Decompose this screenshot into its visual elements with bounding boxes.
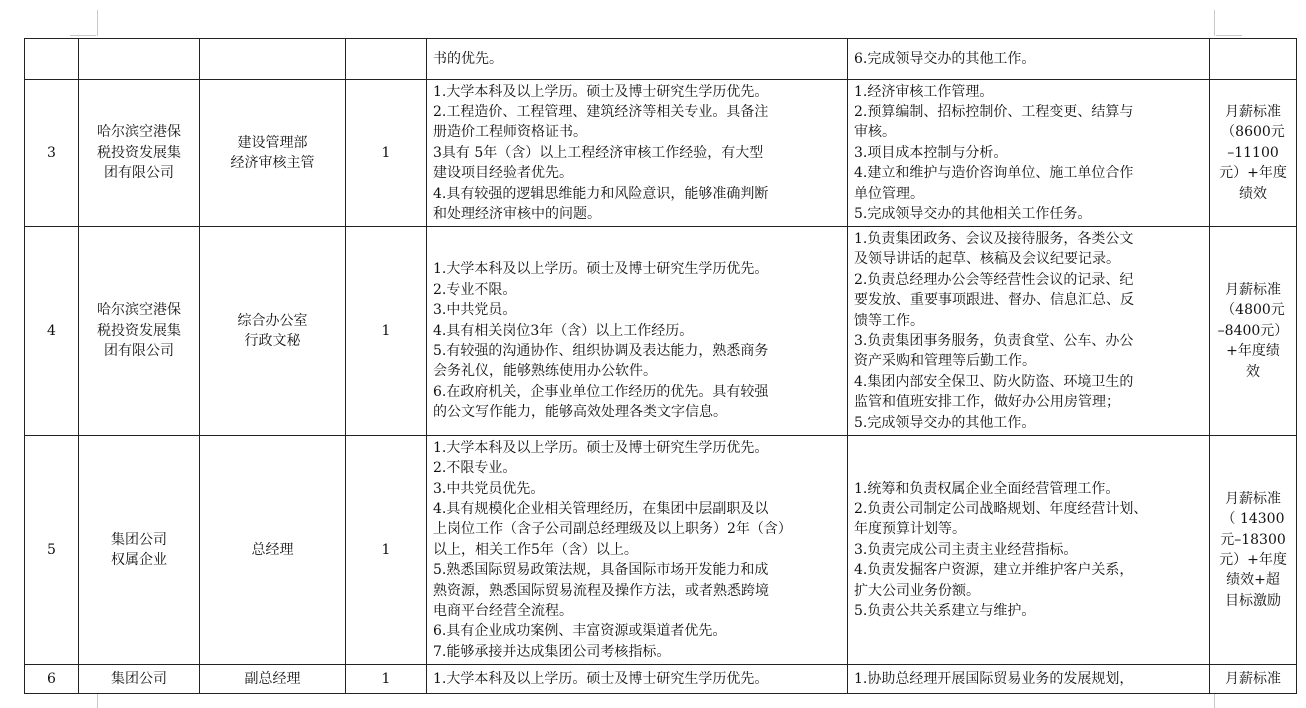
headcount-cell: 1 (346, 227, 427, 436)
company-cell (79, 665, 200, 694)
requirement-line: 5.有较强的沟通协作、组织协调及表达能力，熟悉商务 (433, 343, 769, 359)
requirement-line: 3具有 5年（含）以上工程经济审核工作经验，有大型 (433, 144, 764, 161)
duty-line: 3.负责完成公司主责主业经营指标。 (854, 541, 1078, 558)
salary-line: （ 14300 (1221, 511, 1285, 528)
requirement-line: 2.工程造价、工程管理、建筑经济等相关专业。具备注 (433, 103, 769, 120)
requirement-line: 6.在政府机关，企事业单位工作经历的优先。具有较强 (433, 383, 769, 400)
salary-cell (1210, 80, 1297, 227)
crop-mark (97, 10, 98, 36)
table-row (25, 665, 1297, 694)
duty-line: 1.负责集团政务、会议及接待服务，各类公文 (854, 230, 1134, 247)
requirements-cell (427, 80, 848, 227)
table-row (25, 436, 1297, 665)
duty-line: 年度预算计划等。 (854, 521, 966, 538)
salary-cell (1210, 436, 1297, 665)
crop-mark (97, 694, 98, 708)
company-line: 团有限公司 (104, 165, 174, 182)
company-cell (79, 80, 200, 227)
salary-line: 元）+年度 (1219, 552, 1287, 568)
position-line: 总经理 (251, 541, 294, 558)
requirement-line: 3.中共党员优先。 (433, 480, 545, 497)
company-cell (79, 436, 200, 665)
requirement-line: 册造价工程师资格证书。 (433, 124, 587, 141)
headcount-cell: 1 (346, 436, 427, 665)
requirement-line: 上岗位工作（含子公司副总经理级及以上职务）2年（含） (433, 521, 792, 538)
requirement-line: 以上，相关工作5年（含）以上。 (433, 541, 638, 558)
company-line: 税投资发展集 (97, 144, 181, 161)
requirement-line: 5.熟悉国际贸易政策法规，具备国际市场开发能力和成 (433, 562, 769, 579)
position-cell (200, 436, 346, 665)
duty-line: 5.完成领导交办的其他工作。 (854, 414, 1036, 431)
requirement-line: 4.具有较强的逻辑思维能力和风险意识，能够准确判断 (433, 185, 769, 202)
requirements-cell (427, 39, 848, 80)
salary-line: 月薪标准 (1225, 490, 1281, 507)
position-line: 综合办公室 (237, 312, 308, 329)
duty-line: 3.负责集团事务服务，负责食堂、公车、办公 (854, 333, 1134, 349)
salary-line: （8600元 (1221, 124, 1285, 141)
salary-line: 元–18300 (1220, 531, 1286, 548)
salary-line: 月薪标准 (1225, 281, 1281, 298)
duties-cell (848, 665, 1210, 694)
salary-cell (1210, 665, 1297, 694)
requirements-cell (427, 227, 848, 436)
duty-line: 及领导讲话的起草、核稿及会议纪要记录。 (854, 251, 1120, 268)
position-cell (200, 80, 346, 227)
salary-line: 绩效 (1239, 185, 1267, 202)
row-number: 4 (25, 227, 79, 436)
position-line: 经济审核主管 (230, 155, 315, 171)
duties-cell (848, 80, 1210, 227)
table-row (25, 227, 1297, 436)
duty-line: 馈等工作。 (854, 312, 924, 329)
requirement-line: 6.具有企业成功案例、丰富资源或渠道者优先。 (433, 623, 727, 640)
salary-line: 月薪标准 (1225, 670, 1281, 687)
position-cell (200, 39, 346, 80)
position-cell (200, 227, 346, 436)
duty-line: 监管和值班安排工作，做好办公用房管理； (854, 394, 1120, 411)
position-line: 副总经理 (244, 670, 301, 687)
duty-line: 单位管理。 (854, 185, 924, 202)
row-number (25, 39, 79, 80)
position-cell (200, 665, 346, 694)
salary-line: 目标激励 (1225, 592, 1281, 609)
duty-line: 1.经济审核工作管理。 (854, 83, 994, 100)
salary-line: –11100 (1227, 144, 1279, 161)
requirement-line: 4.具有规模化企业相关管理经历，在集团中层副职及以 (433, 500, 769, 517)
company-line: 团有限公司 (104, 343, 174, 360)
requirement-line: 7.能够承接并达成集团公司考核指标。 (433, 643, 671, 660)
requirement-line: 3.中共党员。 (433, 302, 517, 319)
company-line: 权属企业 (111, 552, 167, 568)
requirement-line: 1.大学本科及以上学历。硕士及博士研究生学历优先。 (433, 261, 769, 278)
company-cell (79, 227, 200, 436)
requirement-line: 2.专业不限。 (433, 281, 517, 298)
duty-line: 4.建立和维护与造价咨询单位、施工单位合作 (854, 165, 1134, 182)
requirement-line: 书的优先。 (433, 50, 503, 67)
requirement-line: 1.大学本科及以上学历。硕士及博士研究生学历优先。 (433, 439, 769, 456)
position-line: 建设管理部 (237, 134, 308, 151)
requirements-cell (427, 665, 848, 694)
duty-line: 2.预算编制、招标控制价、工程变更、结算与 (854, 103, 1134, 120)
duties-cell (848, 39, 1210, 80)
salary-cell (1210, 39, 1297, 80)
duty-line: 3.项目成本控制与分析。 (854, 144, 1008, 161)
duties-cell (848, 436, 1210, 665)
duty-line: 1.协助总经理开展国际贸易业务的发展规划， (854, 670, 1134, 687)
salary-line: （4800元 (1221, 302, 1285, 319)
table-row (25, 80, 1297, 227)
company-line: 哈尔滨空港保 (97, 302, 181, 319)
requirement-line: 会务礼仪，能够熟练使用办公软件。 (433, 363, 657, 380)
duty-line: 1.统筹和负责权属企业全面经营管理工作。 (854, 480, 1120, 497)
salary-line: 绩效+超 (1226, 572, 1280, 589)
duty-line: 2.负责总经理办公会等经营性会议的记录、纪 (854, 271, 1134, 288)
requirement-line: 熟资源，熟悉国际贸易流程及操作方法，或者熟悉跨境 (433, 582, 769, 599)
headcount-cell: 1 (346, 665, 427, 694)
position-line: 行政文秘 (244, 333, 301, 349)
duty-line: 5.完成领导交办的其他相关工作任务。 (854, 206, 1092, 223)
duty-line: 4.负责发掘客户资源，建立并维护客户关系， (854, 562, 1134, 579)
duty-line: 扩大公司业务份额。 (854, 582, 980, 599)
headcount-cell (346, 39, 427, 80)
duties-cell (848, 227, 1210, 436)
duty-line: 审核。 (854, 124, 896, 141)
requirement-line: 的公文写作能力，能够高效处理各类文字信息。 (433, 404, 727, 421)
company-line: 税投资发展集 (97, 322, 181, 339)
row-number: 5 (25, 436, 79, 665)
requirement-line: 1.大学本科及以上学历。硕士及博士研究生学历优先。 (433, 670, 769, 687)
requirement-line: 和处理经济审核中的问题。 (433, 206, 601, 223)
crop-mark (70, 35, 96, 36)
crop-mark (1214, 10, 1215, 36)
salary-line: 月薪标准 (1225, 103, 1281, 120)
crop-mark (1214, 694, 1215, 708)
requirement-line: 1.大学本科及以上学历。硕士及博士研究生学历优先。 (433, 83, 769, 100)
company-line: 集团公司 (111, 531, 167, 548)
salary-cell (1210, 227, 1297, 436)
salary-line: 元）+年度 (1219, 165, 1287, 182)
salary-line: +年度绩 (1226, 343, 1280, 360)
row-number: 6 (25, 665, 79, 694)
company-line: 集团公司 (111, 670, 167, 687)
requirement-line: 4.具有相关岗位3年（含）以上工作经历。 (433, 322, 694, 339)
company-cell (79, 39, 200, 80)
crop-mark (1216, 35, 1242, 36)
duty-line: 2.负责公司制定公司战略规划、年度经营计划、 (854, 500, 1148, 517)
company-line: 哈尔滨空港保 (97, 124, 181, 141)
table-row (25, 39, 1297, 80)
headcount-cell: 1 (346, 80, 427, 227)
duty-line: 资产采购和管理等后勤工作。 (854, 353, 1036, 370)
duty-line: 5.负责公共关系建立与维护。 (854, 603, 1036, 620)
salary-line: 效 (1246, 363, 1260, 380)
row-number: 3 (25, 80, 79, 227)
requirement-line: 2.不限专业。 (433, 460, 517, 477)
requirements-cell (427, 436, 848, 665)
requirement-line: 电商平台经营全流程。 (433, 603, 573, 620)
duty-line: 要发放、重要事项跟进、督办、信息汇总、反 (854, 292, 1134, 309)
requirement-line: 建设项目经验者优先。 (433, 165, 573, 182)
duty-line: 6.完成领导交办的其他工作。 (854, 50, 1036, 67)
duty-line: 4.集团内部安全保卫、防火防盗、环境卫生的 (854, 373, 1134, 390)
job-table (24, 38, 1297, 694)
salary-line: –8400元） (1217, 322, 1289, 339)
